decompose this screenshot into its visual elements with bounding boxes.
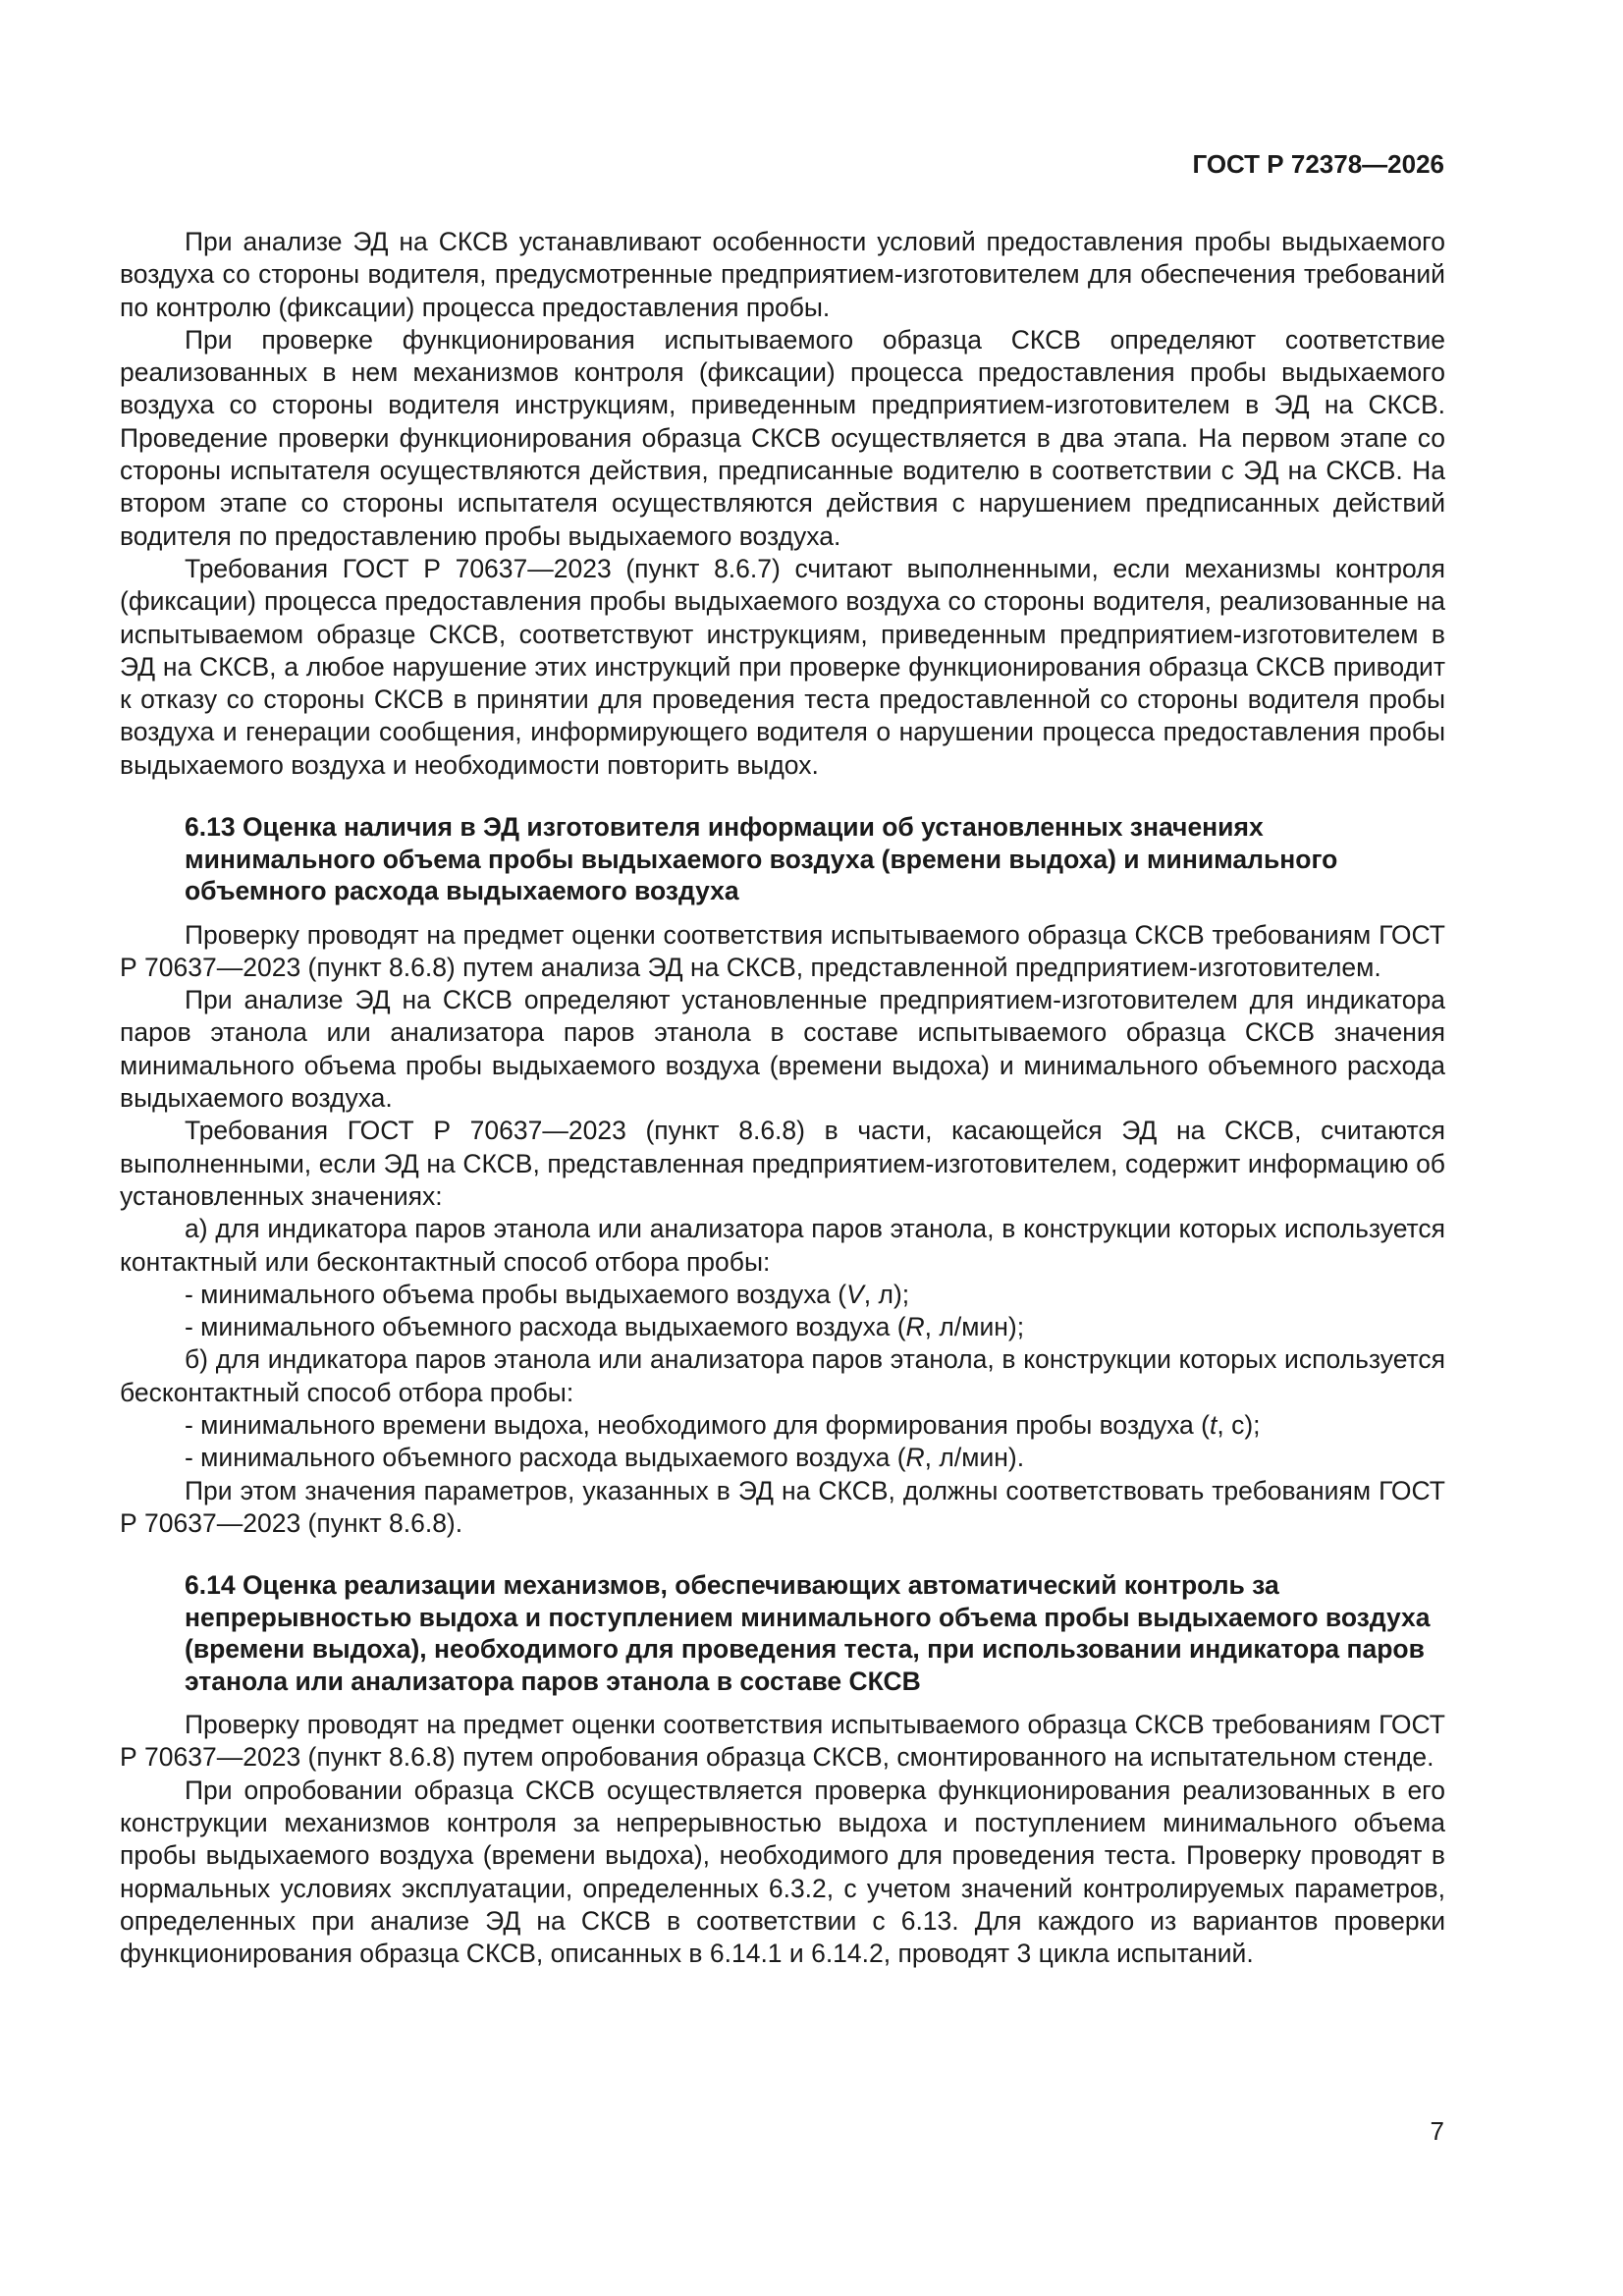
page-content	[120, 226, 1445, 1971]
paragraph: Проверку проводят на предмет оценки соответствия испытываемого образца СКСВ требованиям ГОСТ Р 70637—2023 (пункт 8.6.8) путем опробования образца СКСВ, смонтированного на испытательном стенде.	[120, 1710, 1445, 1773]
section-heading-6-13: 6.13 Оценка наличия в ЭД изготовителя информации об установленных значениях минимального объема пробы выдыхаемого воздуха (времени выдоха) и минимального объемного расхода выдыхаемого воздуха	[185, 812, 1338, 906]
dash-item: - минимального объема пробы выдыхаемого воздуха (V, л);	[185, 1279, 910, 1309]
paragraph: При этом значения параметров, указанных в ЭД на СКСВ, должны соответствовать требованиям ГОСТ Р 70637—2023 (пункт 8.6.8).	[120, 1475, 1445, 1538]
paragraph: При опробовании образца СКСВ осуществляется проверка функционирования реализованных в его конструкции механизмов контроля за непрерывностью выдоха и поступлением минимального объема пробы выдыхаемого воздуха (времени выдоха), необходимого для проведения теста. Проверку проводят в нормальных условиях эксплуатации, определенных 6.3.2, с учетом значений контролируемых параметров, определенных при анализе ЭД на СКСВ в соответствии с 6.13. Для каждого из вариантов проверки функционирования образца СКСВ, описанных в 6.14.1 и 6.14.2, проводят 3 цикла испытаний.	[120, 1775, 1445, 1969]
paragraph: При проверке функционирования испытываемого образца СКСВ определяют соответствие реализованных в нем механизмов контроля (фиксации) процесса предоставления пробы выдыхаемого воздуха со стороны водителя инструкциям, приведенным предприятием-изготовителем в ЭД на СКСВ. Проведение проверки функционирования образца СКСВ осуществляется в два этапа. На первом этапе со стороны испытателя осуществляются действия, предписанные водителю в соответствии с ЭД на СКСВ. На втором этапе со стороны испытателя осуществляются действия с нарушением предписанных действий водителя по предоставлению пробы выдыхаемого воздуха.	[120, 324, 1445, 551]
paragraph: При анализе ЭД на СКСВ устанавливают особенности условий предоставления пробы выдыхаемого воздуха со стороны водителя, предусмотренные предприятием-изготовителем для обеспечения требований по контролю (фиксации) процесса предоставления пробы.	[120, 227, 1445, 322]
dash-item: - минимального времени выдоха, необходимого для формирования пробы воздуха (t, с);	[185, 1410, 1261, 1440]
list-item-a: а) для индикатора паров этанола или анализатора паров этанола, в конструкции которых используется контактный или бесконтактный способ отбора пробы:	[120, 1214, 1445, 1277]
paragraph: Требования ГОСТ Р 70637—2023 (пункт 8.6.7) считают выполненными, если механизмы контроля (фиксации) процесса предоставления пробы выдыхаемого воздуха со стороны водителя, реализованные на испытываемом образце СКСВ, соответствуют инструкциям, приведенным предприятием-изготовителем в ЭД на СКСВ, а любое нарушение этих инструкций при проверке функционирования образца СКСВ приводит к отказу со стороны СКСВ в принятии для проведения теста предоставленной со стороны водителя пробы воздуха и генерации сообщения, информирующего водителя о нарушении процесса предоставления пробы выдыхаемого воздуха и необходимости повторить выдох.	[120, 553, 1445, 780]
paragraph: Проверку проводят на предмет оценки соответствия испытываемого образца СКСВ требованиям ГОСТ Р 70637—2023 (пункт 8.6.8) путем анализа ЭД на СКСВ, представленной предприятием-изготовителем.	[120, 919, 1445, 982]
dash-item: - минимального объемного расхода выдыхаемого воздуха (R, л/мин).	[185, 1443, 1025, 1473]
standard-header: ГОСТ Р 72378—2026	[1192, 149, 1444, 179]
page-number: 7	[1430, 2116, 1444, 2146]
section-heading-6-14: 6.14 Оценка реализации механизмов, обеспечивающих автоматический контроль за непрерывностью выдоха и поступлением минимального объема пробы выдыхаемого воздуха (времени выдоха), необходимого для проведения теста, при использовании индикатора паров этанола или анализатора паров этанола в составе СКСВ	[185, 1570, 1431, 1696]
paragraph: Требования ГОСТ Р 70637—2023 (пункт 8.6.8) в части, касающейся ЭД на СКСВ, считаются выполненными, если ЭД на СКСВ, представленная предприятием-изготовителем, содержит информацию об установленных значениях:	[120, 1116, 1445, 1211]
list-item-b: б) для индикатора паров этанола или анализатора паров этанола, в конструкции которых используется бесконтактный способ отбора пробы:	[120, 1344, 1445, 1407]
dash-item: - минимального объемного расхода выдыхаемого воздуха (R, л/мин);	[185, 1312, 1025, 1342]
paragraph: При анализе ЭД на СКСВ определяют установленные предприятием-изготовителем для индикатора паров этанола или анализатора паров этанола в составе испытываемого образца СКСВ значения минимального объема пробы выдыхаемого воздуха (времени выдоха) и минимального объемного расхода выдыхаемого воздуха.	[120, 985, 1445, 1114]
